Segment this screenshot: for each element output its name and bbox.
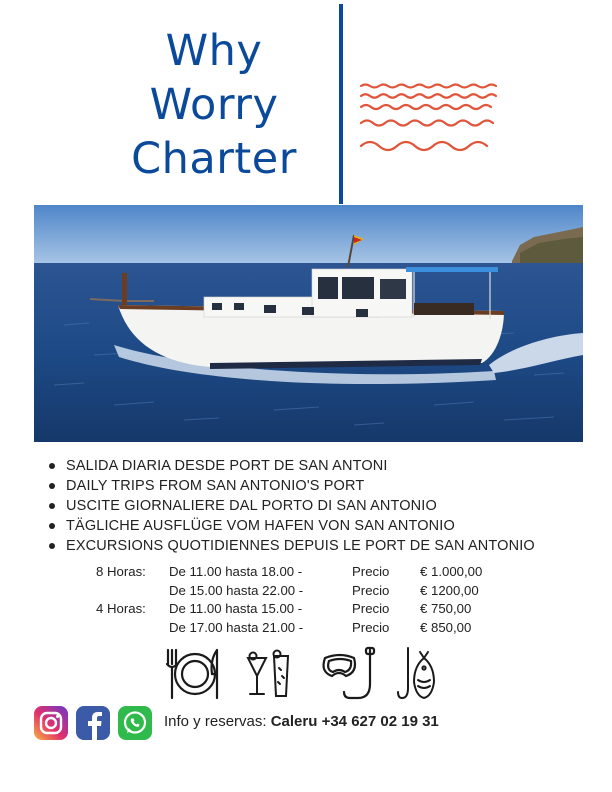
trip-info-list (48, 456, 535, 556)
snorkel-icon (324, 648, 374, 698)
contact-phone[interactable]: +34 627 02 19 31 (321, 713, 439, 730)
price-time: De 11.00 hasta 15.00 - (169, 601, 303, 616)
boat-photo (34, 205, 583, 442)
list-item: TÄGLICHE AUSFLÜGE VOM HAFEN VON SAN ANTONIO (48, 516, 535, 536)
logo-line-1: Why (165, 26, 263, 76)
price-amount: € 850,00 (420, 619, 472, 635)
list-item: USCITE GIORNALIERE DAL PORTO DI SAN ANTONIO (48, 496, 535, 516)
list-item: SALIDA DIARIA DESDE PORT DE SAN ANTONI (48, 456, 535, 476)
price-label: Precio (352, 582, 390, 598)
amenity-icons (162, 646, 452, 702)
restaurant-icon (167, 650, 217, 698)
price-duration: 8 Horas: (96, 564, 146, 579)
price-label: Precio (352, 601, 390, 616)
social-links (34, 706, 156, 744)
price-amount: € 1.000,00 (420, 564, 483, 579)
contact-name: Caleru (270, 713, 318, 730)
logo-line-3: Charter (131, 134, 297, 184)
price-time: De 15.00 hasta 22.00 - (169, 582, 304, 598)
drinks-icon (248, 651, 288, 697)
waves-icon (357, 76, 499, 160)
logo-divider (339, 4, 343, 204)
contact-label: Info y reservas: (164, 713, 267, 730)
logo-line-2: Worry (149, 80, 279, 130)
price-amount: € 750,00 (420, 601, 472, 616)
instagram-icon[interactable] (34, 706, 68, 740)
facebook-icon[interactable] (76, 706, 110, 740)
price-time: De 11.00 hasta 18.00 - (169, 564, 303, 579)
contact-info (164, 713, 439, 730)
list-item: DAILY TRIPS FROM SAN ANTONIO'S PORT (48, 476, 535, 496)
price-duration: 4 Horas: (96, 601, 146, 616)
price-label: Precio (352, 564, 390, 579)
whatsapp-icon[interactable] (118, 706, 152, 740)
price-time: De 17.00 hasta 21.00 - (169, 619, 304, 635)
price-amount: € 1200,00 (420, 582, 479, 598)
fishing-icon (398, 648, 434, 698)
logo-title (98, 24, 330, 186)
price-label: Precio (352, 619, 390, 635)
list-item: EXCURSIONS QUOTIDIENNES DEPUIS LE PORT DE SAN ANTONIO (48, 536, 535, 556)
